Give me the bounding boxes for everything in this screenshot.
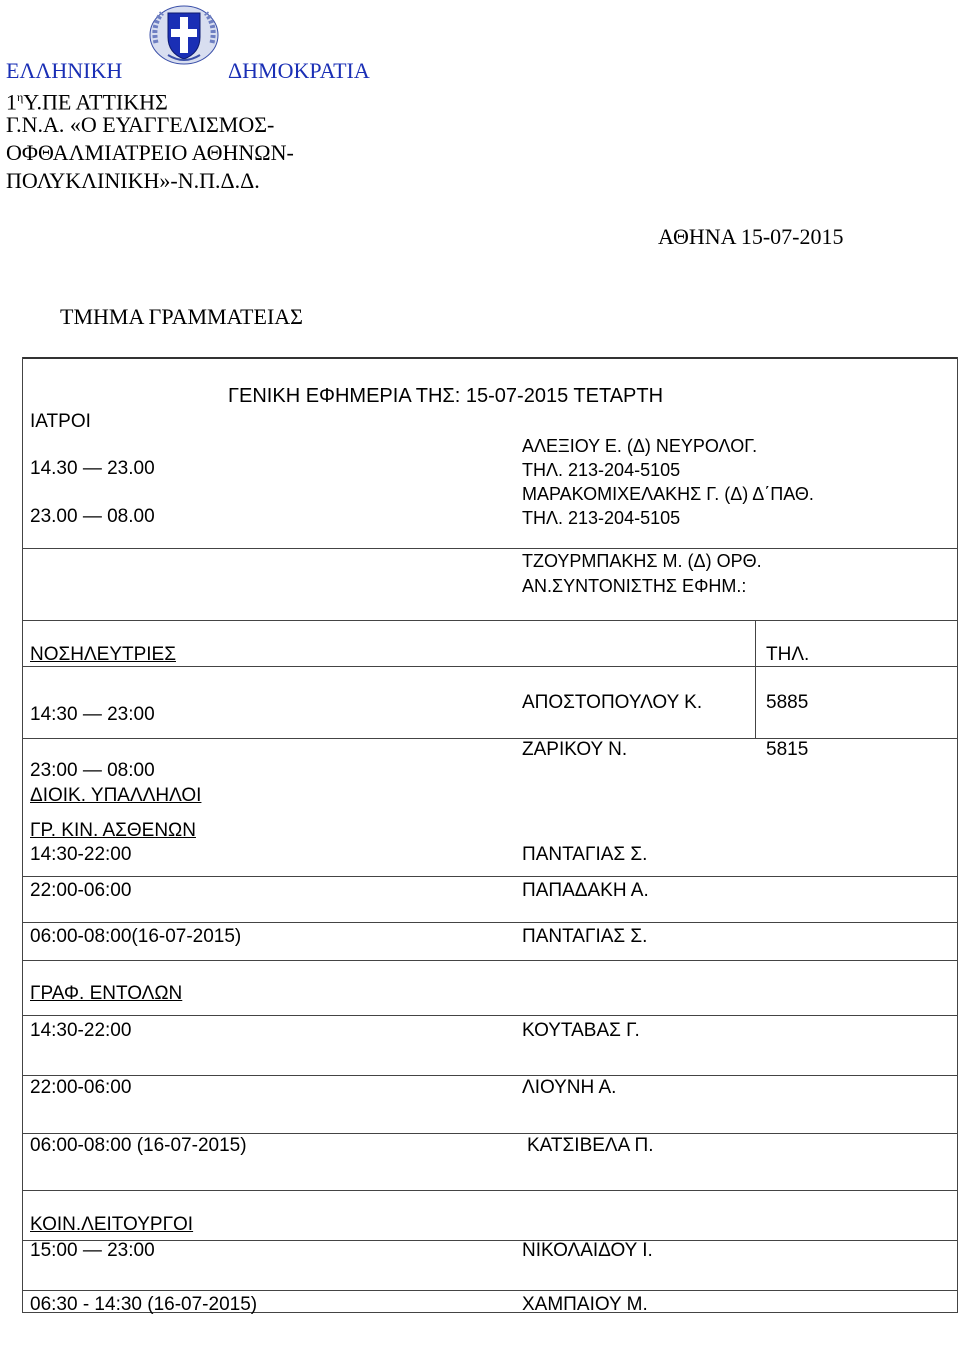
admin-name-2: ΠΑΠΑΔΑΚΗ Α.: [522, 880, 649, 901]
divider-social-row1: [22, 1290, 958, 1291]
admin-time-2: 22:00-06:00: [30, 880, 132, 901]
table-left-border: [22, 357, 23, 1313]
divider-orders-end: [22, 1190, 958, 1191]
admin-time-3: 06:00-08:00(16-07-2015): [30, 926, 242, 947]
doctor-phone-1: ΤΗΛ. 213-204-5105: [522, 460, 681, 480]
divider-admin-end: [22, 960, 958, 961]
social-label: ΚΟΙΝ.ΛΕΙΤΟΥΡΓΟΙ: [30, 1214, 194, 1235]
nurse-time-2: 23:00 — 08:00: [30, 760, 155, 781]
date-line: ΑΘΗΝΑ 15-07-2015: [658, 224, 844, 249]
doctor-name-1: ΑΛΕΞΙΟΥ Ε. (Δ) ΝΕΥΡΟΛΟΓ.: [522, 436, 758, 456]
admin-name-1: ΠΑΝΤΑΓΙΑΣ Σ.: [522, 844, 648, 865]
admin-sublabel: ΓΡ. ΚΙΝ. ΑΣΘΕΝΩΝ: [30, 820, 196, 841]
header-line4: ΟΦΘΑΛΜΙΑΤΡΕΙΟ ΑΘΗΝΩΝ-: [6, 140, 294, 165]
orders-name-2: ΛΙΟΥΝΗ Α.: [522, 1077, 617, 1098]
greek-emblem: [148, 3, 220, 65]
orders-time-1: 14:30-22:00: [30, 1020, 132, 1041]
divider-doctors-end: [22, 620, 958, 621]
doctor-phone-2: ΤΗΛ. 213-204-5105: [522, 508, 681, 528]
divider-orders-header: [22, 1015, 958, 1016]
nurse-time-1: 14:30 — 23:00: [30, 704, 155, 725]
doctors-label: ΙΑΤΡΟΙ: [30, 411, 91, 432]
social-name-1: ΝΙΚΟΛΑΙΔΟΥ Ι.: [522, 1240, 653, 1261]
divider-admin-row1: [22, 876, 958, 877]
header-line1-right: ΔΗΜΟΚΡΑΤΙΑ: [228, 58, 370, 83]
social-name-2: ΧΑΜΠΑΙΟΥ Μ.: [522, 1294, 648, 1315]
header-line3: Γ.Ν.Α. «Ο ΕΥΑΓΓΕΛΙΣΜΟΣ-: [6, 112, 275, 137]
admin-label: ΔΙΟΙΚ. ΥΠΑΛΛΗΛΟΙ: [30, 785, 202, 806]
social-time-2: 06:30 - 14:30 (16-07-2015): [30, 1294, 258, 1315]
table-top-border: [22, 357, 958, 359]
admin-time-1: 14:30-22:00: [30, 844, 132, 865]
divider-admin-row2: [22, 922, 958, 923]
divider-social-header: [22, 1240, 958, 1241]
doctor-name-3: ΤΖΟΥΡΜΠΑΚΗΣ Μ. (Δ) ΟΡΘ.: [522, 551, 762, 571]
doctors-time-1: 14.30 — 23.00: [30, 458, 155, 479]
orders-name-3: ΚΑΤΣΙΒΕΛΑ Π.: [527, 1135, 654, 1156]
header-line2: $1^\eta\Upsilon.\Pi E$ ΑΤΤΙΚΗΣ: [6, 89, 168, 115]
header-line1-left: ΕΛΛΗΝΙΚΗ: [6, 58, 123, 83]
table-right-border: [957, 357, 958, 1313]
divider-nurse-phone-col: [755, 620, 756, 738]
table-title: ΓΕΝΙΚΗ ΕΦΗΜΕΡΙΑ ΤΗΣ: 15-07-2015 ΤΕΤΑΡΤΗ: [228, 385, 664, 407]
nurse-name-1: ΑΠΟΣΤΟΠΟΥΛΟΥ Κ.: [522, 692, 703, 713]
divider-nurse-row1: [22, 738, 958, 739]
divider-orders-row1: [22, 1075, 958, 1076]
divider-doctors: [22, 548, 958, 549]
orders-name-1: ΚΟΥΤΑΒΑΣ Γ.: [522, 1020, 640, 1041]
department-title: ΤΜΗΜΑ ΓΡΑΜΜΑΤΕΙΑΣ: [60, 304, 303, 329]
doctor-name-2: ΜΑΡΑΚΟΜΙΧΕΛΑΚΗΣ Γ. (Δ) Δ΄ΠΑΘ.: [522, 484, 814, 504]
nurses-phone-header: ΤΗΛ.: [766, 644, 810, 665]
divider-orders-row2: [22, 1133, 958, 1134]
nurse-phone-1: 5885: [766, 692, 809, 713]
doctors-time-2: 23.00 — 08.00: [30, 506, 155, 527]
nurse-name-2: ΖΑΡΙΚΟΥ Ν.: [522, 739, 628, 760]
admin-name-3: ΠΑΝΤΑΓΙΑΣ Σ.: [522, 926, 648, 947]
nurses-label: ΝΟΣΗΛΕΥΤΡΙΕΣ: [30, 644, 176, 665]
orders-time-2: 22:00-06:00: [30, 1077, 132, 1098]
divider-nurses-header: [22, 666, 958, 667]
header-line5: ΠΟΛΥΚΛΙΝΙΚΗ»-Ν.Π.Δ.Δ.: [6, 168, 260, 193]
social-time-1: 15:00 — 23:00: [30, 1240, 155, 1261]
orders-label: ΓΡΑΦ. ΕΝΤΟΛΩΝ: [30, 983, 183, 1004]
nurse-phone-2: 5815: [766, 739, 809, 760]
doctor-phone-3: ΑΝ.ΣΥΝΤΟΝΙΣΤΗΣ ΕΦΗΜ.:: [522, 576, 747, 596]
orders-time-3: 06:00-08:00 (16-07-2015): [30, 1135, 247, 1156]
